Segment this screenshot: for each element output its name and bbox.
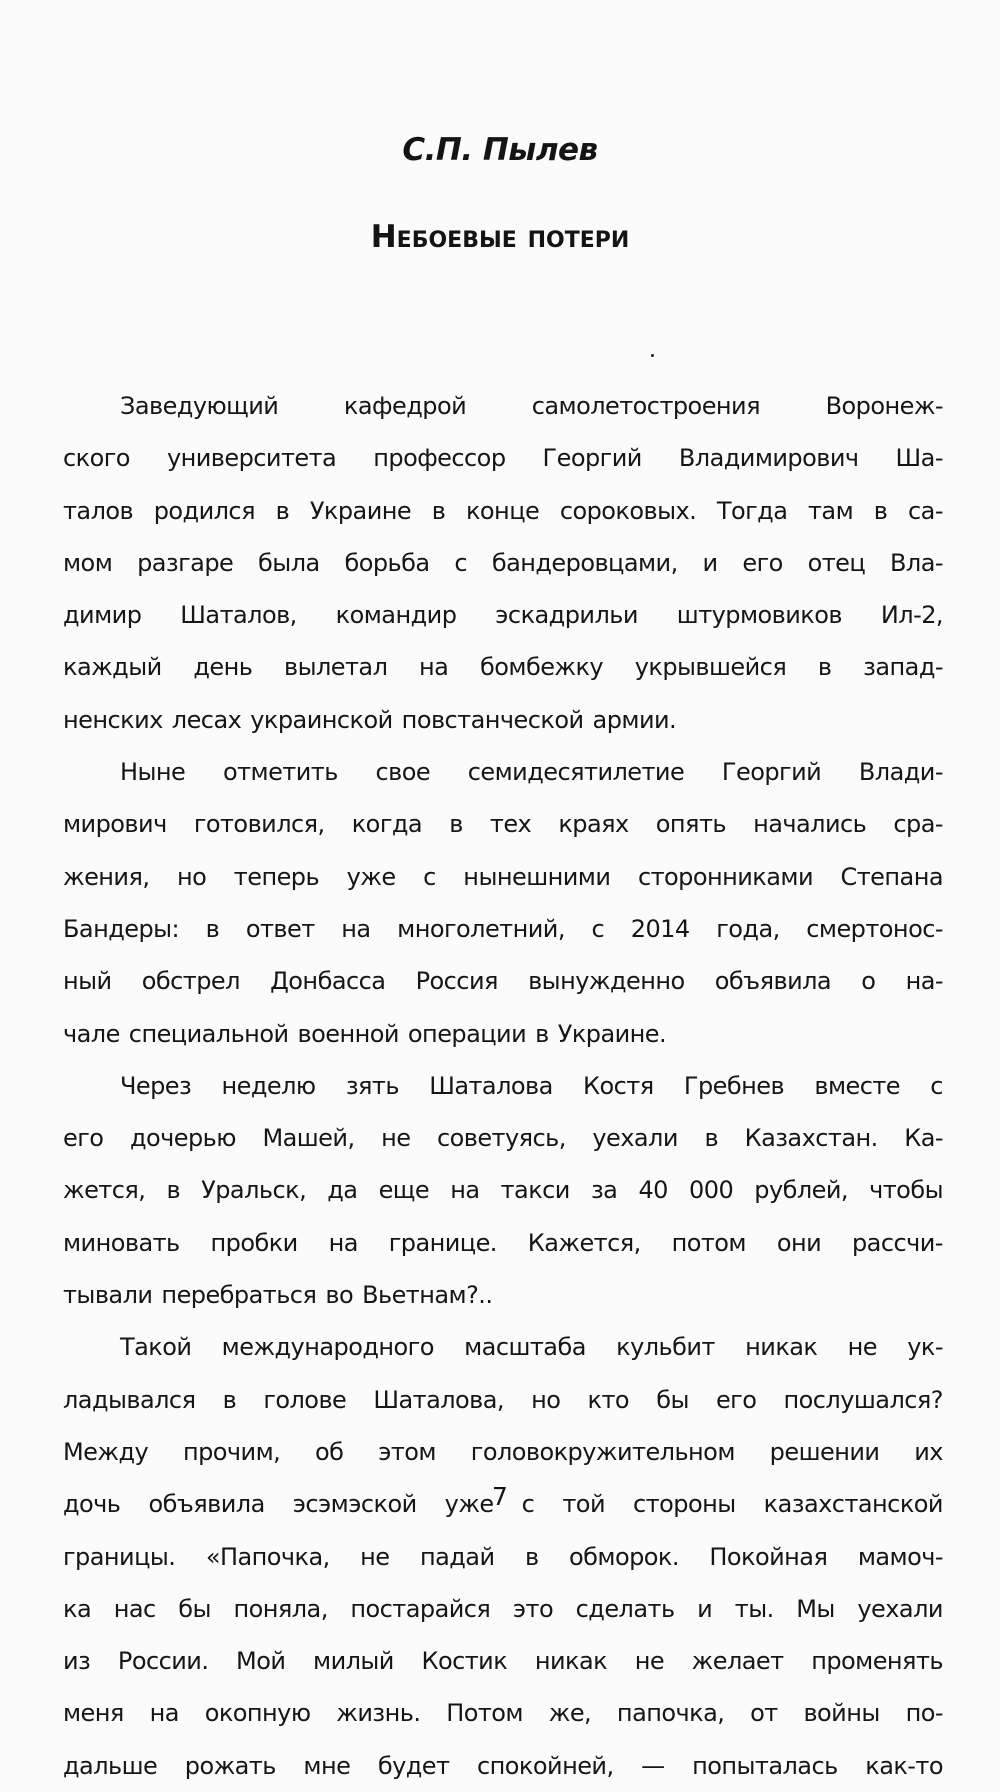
text-line: ный обстрел Донбасса Россия вынужденно объявила о на- — [63, 967, 943, 996]
text-line: ка нас бы поняла, постарайся это сделать и ты. Мы уехали — [63, 1594, 943, 1623]
text-line: Бандеры: в ответ на многолетний, с 2014 года, смертонос- — [63, 914, 943, 943]
text-line: границы. «Папочка, не падай в обморок. Покойная мамоч- — [63, 1542, 943, 1571]
text-line: жется, в Уральск, да еще на такси за 40 000 рублей, чтобы — [63, 1176, 943, 1205]
text-line: Через неделю зять Шаталова Костя Гребнев вместе с — [120, 1071, 943, 1100]
text-line: тывали перебраться во Вьетнам?.. — [63, 1281, 493, 1310]
text-line: димир Шаталов, командир эскадрильи штурмовиков Ил-2, — [63, 601, 943, 630]
text-line: ского университета профессор Георгий Владимирович Ша- — [63, 444, 943, 473]
text-line: Ныне отметить свое семидесятилетие Георгий Влади- — [120, 758, 943, 787]
text-line: из России. Мой милый Костик никак не желает променять — [63, 1647, 943, 1676]
text-line: его дочерью Машей, не советуясь, уехали в Казахстан. Ка- — [63, 1124, 943, 1153]
text-line: чале специальной военной операции в Украине. — [63, 1019, 667, 1048]
text-line: миновать пробки на границе. Кажется, потом они рассчи- — [63, 1228, 943, 1257]
text-line: каждый день вылетал на бомбежку укрывшейся в запад- — [63, 653, 943, 682]
text-line: Заведующий кафедрой самолетостроения Воронеж- — [120, 392, 943, 420]
text-line: талов родился в Украине в конце сороковых. Тогда там в са- — [63, 496, 943, 525]
author-name: С.П. Пылев — [402, 132, 598, 168]
text-line: меня на окопную жизнь. Потом же, папочка, от войны по- — [63, 1699, 943, 1728]
text-line: дальше рожать мне будет спокойней, — попыталась как-то — [63, 1751, 943, 1780]
text-line: ладывался в голове Шаталова, но кто бы его послушался? — [63, 1385, 943, 1414]
text-line: мирович готовился, когда в тех краях опять начались сра- — [63, 810, 943, 839]
page-number: 7 — [492, 1482, 508, 1511]
text-line: жения, но теперь уже с нынешними сторонниками Степана — [63, 862, 943, 891]
text-line: дочь объявила эсэмэской уже с той стороны казахстанской — [63, 1490, 943, 1519]
chapter-title: Небоевые потери — [370, 219, 630, 255]
text-line: мом разгаре была борьба с бандеровцами, и его отец Вла- — [63, 548, 943, 577]
body-text — [63, 380, 943, 1792]
text-line: ненских лесах украинской повстанческой армии. — [63, 705, 677, 734]
stray-dot — [651, 354, 654, 357]
text-line: Такой международного масштаба кульбит никак не ук- — [120, 1333, 943, 1362]
text-line: Между прочим, об этом головокружительном решении их — [63, 1437, 943, 1466]
